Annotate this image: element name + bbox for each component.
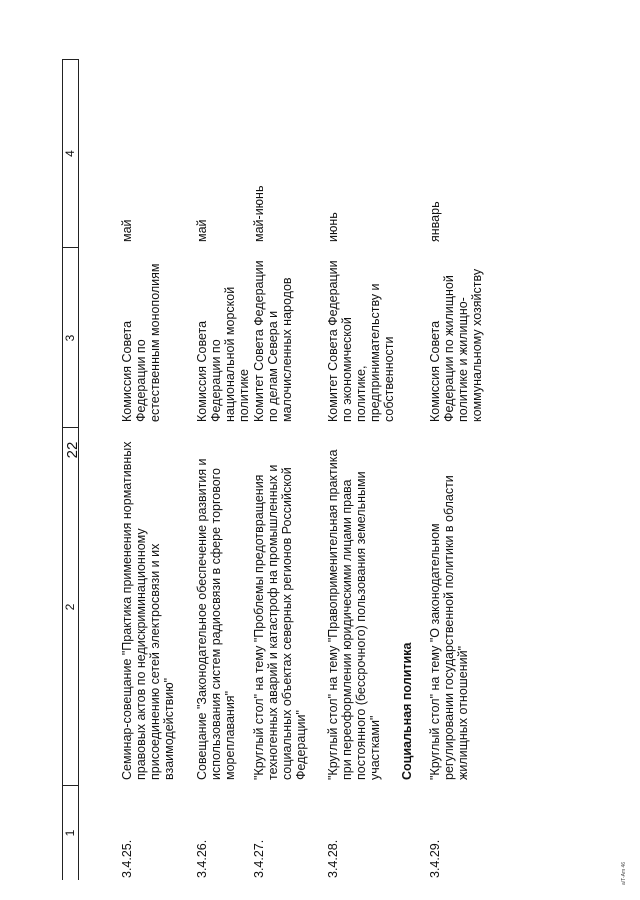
responsible-body: Комитет Совета Федерации по экономической политике, предпринимательству и собственности — [326, 260, 396, 422]
event-period: июнь — [326, 212, 340, 242]
responsible-body: Комиссия Совета Федерации по жилищной политике и жилищно-коммунальному хозяйству — [428, 268, 484, 422]
row-number: 3.4.29. — [428, 839, 442, 878]
column-header-2: 2 — [62, 428, 79, 786]
row-number: 3.4.28. — [326, 839, 340, 878]
event-description: "Круглый стол" на тему "О законодательном регулировании государственной политики в области жилищных отношений" — [428, 475, 470, 780]
footer-code: a/T-Am 46 — [621, 861, 627, 885]
row-number: 3.4.27. — [252, 839, 266, 878]
event-description: "Круглый стол" на тему "Правоприменительная практика при переоформлении юридическими лицами права постоянного (бессрочного) пользования земельными участками" — [326, 449, 382, 780]
event-description: Совещание "Законодательное обеспечение развития и использования систем радиосвязи в сфере торгового мореплавания" — [195, 458, 237, 780]
section-heading: Социальная политика — [400, 642, 414, 780]
responsible-body: Комитет Совета Федерации по делам Севера и малочисленных народов — [252, 260, 294, 422]
column-header-4: 4 — [62, 59, 79, 248]
row-number: 3.4.25. — [120, 839, 134, 878]
row-number: 3.4.26. — [195, 839, 209, 878]
event-description: Семинар-совещание "Практика применения нормативных правовых актов по недискриминационному присоединению сетей электросвязи и их взаимодействию" — [120, 441, 176, 780]
event-period: январь — [428, 201, 442, 242]
column-header-1: 1 — [62, 786, 79, 880]
event-period: май — [195, 219, 209, 242]
column-header-3: 3 — [62, 248, 79, 428]
page-number: 22 — [64, 441, 81, 459]
responsible-body: Комиссия Совета Федерации по естественным монополиям — [120, 263, 162, 422]
event-description: "Круглый стол" на тему "Проблемы предотвращения техногенных аварий и катастроф на промышленных и социальных объектах северных регионов Российской Федерации" — [252, 464, 308, 780]
responsible-body: Комиссия Совета Федерации по национальной морской политике — [195, 286, 251, 422]
event-period: май-июнь — [252, 185, 266, 242]
event-period: май — [120, 219, 134, 242]
